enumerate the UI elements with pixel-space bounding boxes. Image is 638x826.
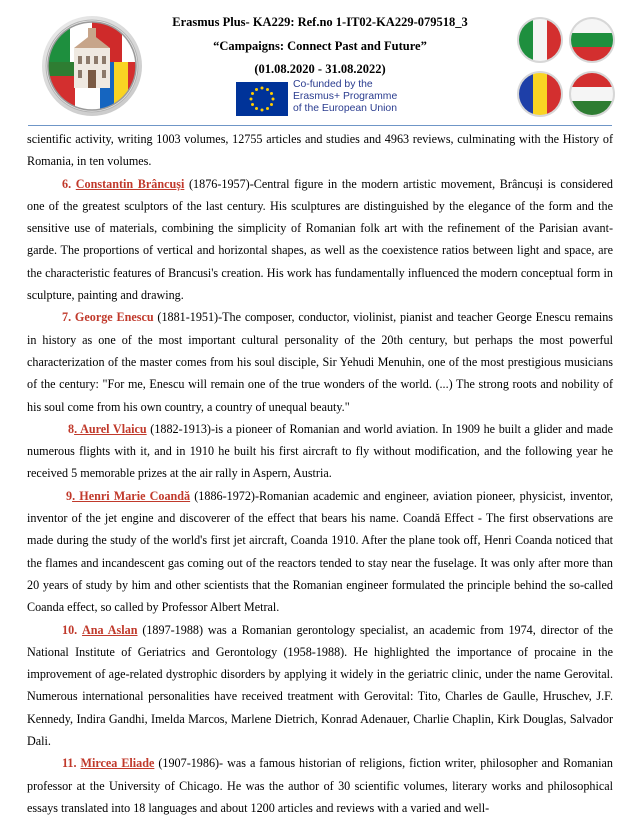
- person-name: 7. George Enescu: [62, 310, 154, 325]
- paragraph-text: (1882-1913)-is a pioneer of Romanian and world aviation. In 1909 he built a glider and made numerous flights with it, and in 1910 he built his first aircraft to fly without modification, and the following year he received 5 memorable prizes at the air rally in Aspern, Austria.: [27, 421, 613, 481]
- paragraph-aslan: [27, 619, 613, 753]
- project-logo: [40, 14, 144, 118]
- project-campaign-title: “Campaigns: Connect Past and Future”: [213, 39, 427, 53]
- paragraph-enescu: [27, 306, 613, 417]
- item-number: 6.: [62, 176, 72, 191]
- eu-flag-icon: [236, 82, 288, 116]
- project-ref-title: Erasmus Plus- KA229: Ref.no 1-IT02-KA229-079518_3: [172, 15, 468, 29]
- person-name-link[interactable]: Constantin Brâncuși: [75, 176, 185, 191]
- paragraph-brancusi: [27, 173, 613, 307]
- paragraph-vlaicu: [27, 418, 613, 485]
- project-dates: (01.08.2020 - 31.08.2022): [254, 62, 386, 76]
- paragraph-text: (1881-1951)-The composer, conductor, violinist, pianist and teacher George Enescu remains in history as one of the most important cultural personality of the 20th century, but perhaps the most powerful characterization of the master comes from his soul disciple, Sir Yehudi Menuhin, one of the most prestigious musicians of the century: "For me, Enescu will remain one of the true wonders of the world. (...) The strong roots and nobility of his soul come from his own country, a country of unequal beauty.": [27, 310, 613, 414]
- partner-flags-icon: [516, 14, 616, 122]
- item-number: 9: [66, 488, 73, 503]
- paragraph-eliade: [27, 752, 613, 819]
- page-header: [0, 0, 638, 122]
- item-number: 11.: [62, 756, 77, 771]
- paragraph-text: (1886-1972)-Romanian academic and engineer, aviation pioneer, physicist, inventor, inventor of the jet engine and discoverer of the effect that bears his name. Coandă Effect - The first observations are made during the study of the world's first jet aircraft, Coanda 1910. After the plane took off, Henri Coanda noticed that the flames and incandescent gas coming out of the reactors tended to stay near the fuselage. It was only after more than 20 years of study by him and other scientists that the Romanian engineer formulated the principle behind the so-called Coanda effect, so called by Professor Albert Metral.: [27, 488, 613, 615]
- erasmus-cofunded-label: Co-funded by the Erasmus+ Programme of the European Union: [293, 79, 398, 115]
- paragraph-text: (1876-1957)-Central figure in the modern artistic movement, Brâncuși is considered one of the greatest sculptors of the last century. His sculptures are distinguished by the elegance of the form and the sensitive use of materials, combining the simplicity of Romanian folk art with the refinement of the Parisian avant-garde. The proportions of vertical and horizontal shapes, as well as the coexistence ratios between light and space, are the characteristic features of Brancusi's creation. His work has fundamentally influenced the modern conceptual form in sculpture, painting and drawing.: [27, 176, 613, 303]
- paragraph-coanda: [27, 485, 613, 619]
- person-name-link[interactable]: . Aurel Vlaicu: [74, 421, 147, 436]
- header-divider: [28, 125, 612, 126]
- paragraph-text: (1897-1988) was a Romanian gerontology specialist, an academic from 1974, director of the National Institute of Geriatrics and Gerontology (1958-1988). He highlighted the importance of procaine in the improvement of age-related dystrophic disorders by applying it widely in the geriatric clinic, under the name Gerovital. Numerous international personalities have received treatment with Gerovital: Tito, Charles de Gaulle, Hruschev, J.F. Kennedy, Indira Gandhi, Imelda Marcos, Marlene Dietrich, Konrad Adenauer, Charlie Chaplin, Kirk Douglas, Salvador Dali.: [27, 622, 613, 749]
- paragraph-intro: scientific activity, writing 1003 volumes, 12755 articles and studies and 4963 reviews, culminating with the History of Romania, in ten volumes.: [27, 132, 613, 169]
- item-number: 8: [68, 421, 75, 436]
- person-name-link[interactable]: . Henri Marie Coandă: [72, 488, 191, 503]
- person-name-link[interactable]: Ana Aslan: [82, 622, 138, 637]
- person-name-link[interactable]: Mircea Eliade: [80, 756, 155, 771]
- paragraph-text: (1907-1986)- was a famous historian of religions, fiction writer, philosopher and Romanian professor at the University of Chicago. He was the author of 30 scientific volumes, literary works and philosophical essays translated into 18 languages and about 1200 articles and reviews with a varied and well-: [27, 756, 613, 815]
- document-body: [27, 128, 613, 819]
- item-number: 10.: [62, 622, 78, 637]
